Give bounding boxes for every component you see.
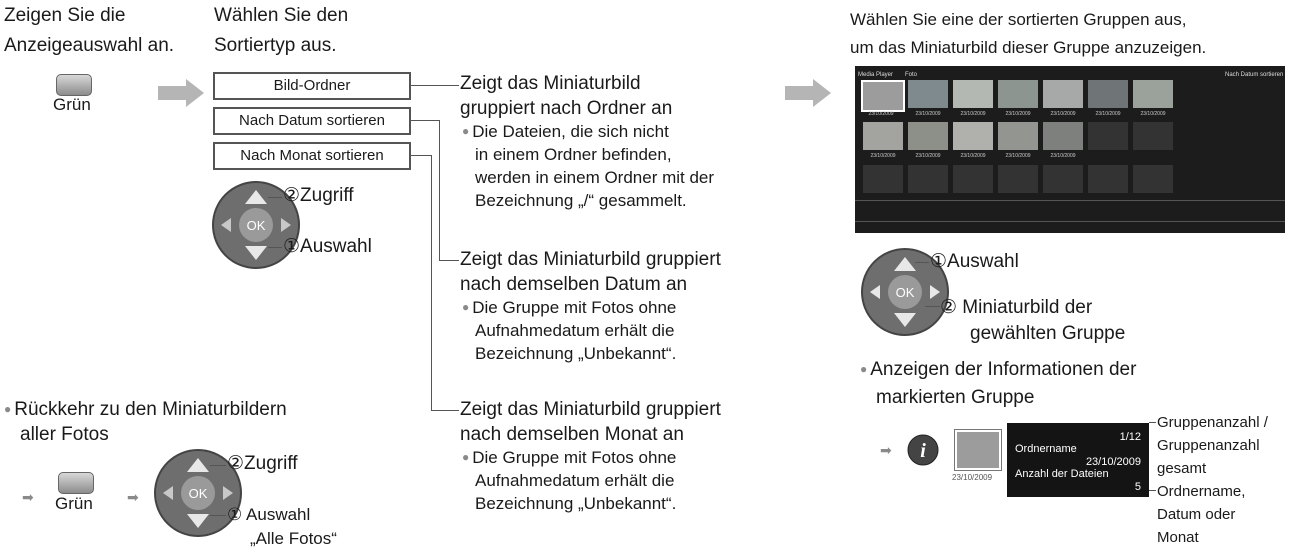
info-thumbnail [955,430,1001,470]
date-desc-1: Zeigt das Miniaturbild gruppiert [460,249,721,270]
arrow-right-icon [158,86,186,100]
right-select-label: ①Auswahl [930,251,1019,272]
arrow-small-icon-3: ➡ [880,442,892,458]
callout2-line1: Ordnername, [1157,483,1246,500]
folder-desc-1: Zeigt das Miniaturbild [460,73,641,94]
return-line1: ● Rückkehr zu den Miniaturbildern [4,398,287,423]
info-icon[interactable] [907,434,939,466]
date-desc-2: nach demselben Datum an [460,274,688,295]
folder-note-2: in einem Ordner befinden, [475,145,672,164]
green-label: Grün [53,95,91,114]
return-select-label2: „Alle Fotos“ [250,529,337,548]
sort-option-date[interactable]: Nach Datum sortieren [213,107,411,135]
thumb-11[interactable] [998,122,1038,150]
arrow-small-icon: ➡ [22,489,34,505]
thumb-4[interactable] [998,80,1038,108]
green-label-return: Grün [55,494,93,513]
step1-line2: Anzeigeauswahl an. [4,35,175,56]
month-desc-1: Zeigt das Miniaturbild gruppiert [460,399,721,420]
month-note-3: Bezeichnung „Unbekannt“. [475,494,677,513]
return-access-label: ②Zugriff [227,453,298,474]
folder-note-4: Bezeichnung „/“ gesammelt. [475,191,687,210]
info-count: 1/12 [1119,431,1141,443]
thumb-1[interactable] [861,80,905,112]
callout1-line2: Gruppenanzahl [1157,437,1260,454]
sort-option-month[interactable]: Nach Monat sortieren [213,142,411,170]
thumb-2[interactable] [908,80,948,108]
thumb-12[interactable] [1043,122,1083,150]
month-note-2: Aufnahmedatum erhält die [475,471,675,490]
svg-text:OK: OK [246,218,266,233]
step2-line1: Wählen Sie den [214,5,349,26]
folder-note-1: ● Die Dateien, die sich nicht [462,122,669,143]
date-note-2: Aufnahmedatum erhält die [475,321,675,340]
thumb-3[interactable] [953,80,993,108]
info-date: 23/10/2009 [1085,456,1141,468]
thumb-8[interactable] [863,122,903,150]
date-note-1: ● Die Gruppe mit Fotos ohne [462,298,676,319]
svg-text:i: i [920,440,926,462]
svg-text:OK: OK [895,285,915,300]
intro-line1: Wählen Sie eine der sortierten Gruppen aus, [850,10,1187,29]
info-files-value: 5 [1134,481,1141,493]
info-line2: markierten Gruppe [876,387,1035,408]
arrow-head-icon-2 [813,79,831,107]
info-thumb-date: 23/10/2009 [952,473,993,482]
callout1-line3: gesamt [1157,460,1207,477]
month-note-1: ● Die Gruppe mit Fotos ohne [462,448,676,469]
thumb-6[interactable] [1088,80,1128,108]
step1-line1: Zeigen Sie die [4,5,126,26]
tv-screen: Media Player Foto Nach Datum sortieren 23/10/2009 23/10/2009 23/10/2009 23/10/2009 23/10/2009 23/10/2009 23/10/2009 23/10/2009 23/10/2009 23/10/2009 23/10/2009 23/10/2009 [855,66,1285,233]
arrow-head-icon [186,79,204,107]
right-thumb-label2: gewählten Gruppe [970,323,1126,344]
select-label: ①Auswahl [283,236,372,257]
sort-option-folder[interactable]: Bild-Ordner [213,72,411,100]
green-button-return[interactable] [58,472,94,494]
arrow-right-icon-2 [785,86,813,100]
return-select-label: ① Auswahl [227,505,311,524]
arrow-small-icon-2: ➡ [127,489,139,505]
svg-text:OK: OK [188,486,208,501]
thumb-5[interactable] [1043,80,1083,108]
step2-line2: Sortiertyp aus. [214,35,337,56]
date-note-3: Bezeichnung „Unbekannt“. [475,344,677,363]
info-box [1007,423,1149,497]
month-desc-2: nach demselben Monat an [460,424,684,445]
thumb-7[interactable] [1133,80,1173,108]
thumb-9[interactable] [908,122,948,150]
folder-note-3: werden in einem Ordner mit der [475,168,715,187]
info-line1: ● Anzeigen der Informationen der [860,358,1136,383]
green-button[interactable] [56,74,92,96]
intro-line2: um das Miniaturbild dieser Gruppe anzuzeigen. [850,38,1207,57]
thumb-10[interactable] [953,122,993,150]
folder-desc-2: gruppiert nach Ordner an [460,98,673,119]
return-line2: aller Fotos [20,424,109,445]
callout2-line2: Datum oder [1157,506,1236,523]
callout2-line3: Monat [1157,529,1199,546]
info-folder-label: Ordnername [1015,443,1077,455]
access-label: ②Zugriff [283,185,354,206]
callout1-line1: Gruppenanzahl / [1157,414,1268,431]
info-files-label: Anzahl der Dateien [1015,468,1109,480]
right-thumb-label1: ② Miniaturbild der [940,297,1093,318]
